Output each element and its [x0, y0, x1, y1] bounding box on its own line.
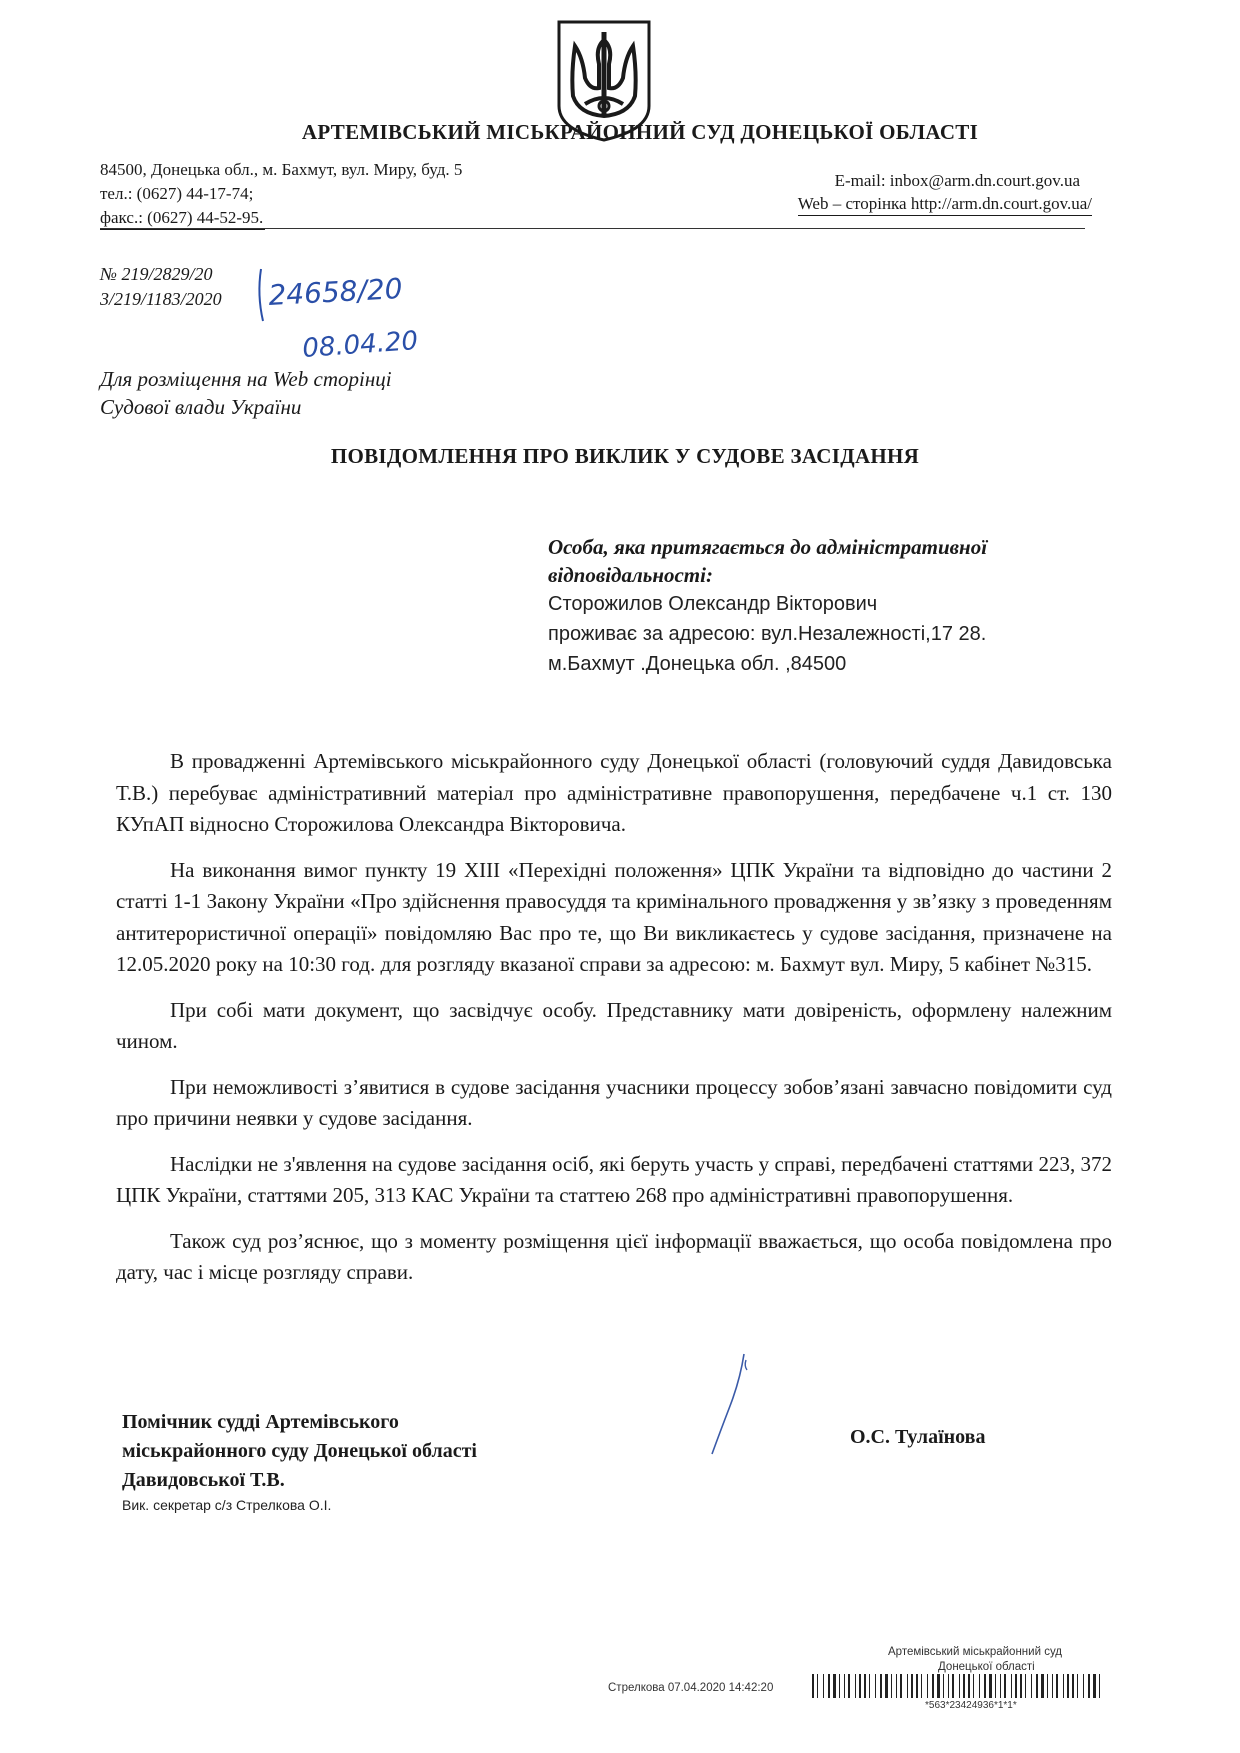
barcode-bar: [1083, 1674, 1084, 1698]
body-paragraph: На виконання вимог пункту 19 XIII «Перехідні положення» ЦПК України та відповідно до частини 2 статті 1-1 Закону України «Про здійснення правосуддя та кримінального провадження у зв’язку з проведенням антитерористичної операції» повідомляю Вас про те, що Ви викликаєтесь у судове засідання, призначене на 12.05.2020 року на 10:30 год. для розгляду вказаної справи за адресою: м. Бахмут вул. Миру, 5 кабінет №315.: [116, 857, 1112, 976]
barcode-bar: [812, 1674, 814, 1698]
court-fax: факс.: (0627) 44-52-95.: [100, 207, 265, 230]
barcode-bar: [1099, 1674, 1100, 1698]
barcode-bar: [1056, 1674, 1058, 1698]
addressee-heading-line2: відповідальності:: [548, 563, 713, 587]
barcode-bar: [1052, 1674, 1053, 1698]
barcode-bar: [989, 1674, 992, 1698]
signatory-title-line3: Давидовської Т.В.: [122, 1469, 285, 1491]
barcode-bar: [932, 1674, 934, 1698]
barcode-bar: [900, 1674, 902, 1698]
notice-body: [116, 746, 1112, 1303]
court-email: E-mail: inbox@arm.dn.court.gov.ua: [834, 171, 1080, 190]
barcode-bar: [1077, 1674, 1078, 1698]
header-divider: [100, 228, 1085, 229]
barcode-bar: [848, 1674, 850, 1698]
barcode-bar: [959, 1674, 960, 1698]
barcode-bar: [1025, 1674, 1026, 1698]
secretary-note: Вик. секретар с/з Стрелкова О.І.: [122, 1497, 332, 1513]
signer-name: О.С. Тулаїнова: [850, 1426, 986, 1448]
barcode-bar: [911, 1674, 913, 1698]
barcode-bar: [855, 1674, 856, 1698]
stamp-registrar-time: Стрелкова 07.04.2020 14:42:20: [608, 1682, 774, 1694]
barcode-bar: [979, 1674, 980, 1698]
case-number: № 219/2829/20: [100, 264, 213, 284]
barcode-bar: [880, 1674, 882, 1698]
placement-note-line1: Для розміщення на Web сторінці: [100, 367, 392, 391]
barcode-bar: [833, 1674, 836, 1698]
barcode-bar: [859, 1674, 861, 1698]
court-website: Web – сторінка http://arm.dn.court.gov.ua/: [798, 193, 1092, 216]
addressee-address-line1: проживає за адресою: вул.Незалежності,17 28.: [548, 623, 987, 645]
barcode-bar: [916, 1674, 918, 1698]
barcode-bar: [1004, 1674, 1006, 1698]
barcode-bar: [1020, 1674, 1022, 1698]
barcode-bar: [927, 1674, 928, 1698]
barcode-bar: [968, 1674, 970, 1698]
handwritten-signature: [700, 1350, 760, 1460]
barcode-bar: [952, 1674, 954, 1698]
barcode-bar: [864, 1674, 866, 1698]
barcode-bar: [885, 1674, 888, 1698]
body-paragraph: При собі мати документ, що засвідчує особу. Представнику мати довіреність, оформлену належним чином.: [116, 997, 1112, 1053]
barcode-bar: [869, 1674, 870, 1698]
barcode-bar: [828, 1674, 830, 1698]
signatory-title-line2: міськрайонного суду Донецької області: [122, 1440, 477, 1462]
addressee-heading-line1: Особа, яка притягається до адміністративної: [548, 535, 988, 559]
barcode-bar: [891, 1674, 892, 1698]
barcode-bar: [1000, 1674, 1001, 1698]
barcode-bar: [896, 1674, 897, 1698]
barcode-bar: [875, 1674, 876, 1698]
barcode-bar: [907, 1674, 908, 1698]
barcode-bar: [948, 1674, 949, 1698]
barcode-bar: [943, 1674, 944, 1698]
court-phone: тел.: (0627) 44-17-74;: [100, 184, 254, 203]
barcode-bar: [839, 1674, 840, 1698]
document-title: ПОВІДОМЛЕННЯ ПРО ВИКЛИК У СУДОВЕ ЗАСІДАННЯ: [330, 444, 920, 468]
barcode-bar: [1041, 1674, 1044, 1698]
handwritten-registration-note: [255, 265, 435, 375]
body-paragraph: В провадженні Артемівського міськрайонного суду Донецької області (головуючий суддя Давидовська Т.В.) перебуває адміністративний матеріал про адміністративне правопорушення, передбачене ч.1 ст. 130 КУпАП відносно Сторожилова Олександра Вікторовича.: [116, 749, 1112, 836]
handwritten-number: 24658/20: [267, 272, 404, 312]
barcode-bar: [1015, 1674, 1017, 1698]
barcode-bar: [1031, 1674, 1032, 1698]
barcode-bar: [817, 1674, 818, 1698]
signatory-title-line1: Помічник судді Артемівського: [122, 1411, 399, 1433]
barcode-bar: [937, 1674, 940, 1698]
barcode-bar: [1047, 1674, 1048, 1698]
addressee-block: [548, 533, 1068, 679]
addressee-name: Сторожилов Олександр Вікторович: [548, 593, 878, 615]
handwritten-date: 08.04.20: [301, 325, 419, 364]
body-paragraph: Також суд роз’яснює, що з моменту розміщення цієї інформації вважається, що особа повідомлена про дату, час і місце розгляду справи.: [116, 1228, 1112, 1284]
stamp-court-line1: Артемівський міськрайонний суд: [888, 1646, 1063, 1658]
barcode-bar: [1063, 1674, 1064, 1698]
barcode-bar: [844, 1674, 845, 1698]
barcode-code: *563*23424936*1*1*: [925, 1700, 1017, 1711]
addressee-address-line2: м.Бахмут .Донецька обл. ,84500: [548, 653, 847, 675]
court-address: 84500, Донецька обл., м. Бахмут, вул. Миру, буд. 5: [100, 160, 463, 179]
barcode-bar: [1011, 1674, 1012, 1698]
barcode-bar: [973, 1674, 974, 1698]
barcode-bar: [1067, 1674, 1069, 1698]
body-paragraph: При неможливості з’явитися в судове засідання учасники процессу зобов’язані завчасно повідомити суд про причини неявки у судове засідання.: [116, 1074, 1112, 1130]
barcode-bar: [1072, 1674, 1074, 1698]
barcode-bar: [963, 1674, 965, 1698]
placement-note-line2: Судової влади України: [100, 395, 302, 419]
stamp-court-line2: Донецької області: [938, 1661, 1035, 1673]
body-paragraph: Наслідки не з'явлення на судове засідання осіб, які беруть участь у справі, передбачені статтями 223, 372 ЦПК України, статтями 205, 313 КАС України та статтею 268 про адміністративні правопорушення.: [116, 1151, 1112, 1207]
barcode-bar: [823, 1674, 824, 1698]
barcode-bar: [921, 1674, 922, 1698]
proceeding-number: 3/219/1183/2020: [100, 289, 222, 309]
barcode-bar: [1088, 1674, 1090, 1698]
barcode-bar: [1036, 1674, 1038, 1698]
barcode-bar: [995, 1674, 996, 1698]
court-name: АРТЕМІВСЬКИЙ МІСЬКРАЙОННИЙ СУД ДОНЕЦЬКОЇ ОБЛАСТІ: [301, 120, 979, 144]
barcode-bar: [984, 1674, 986, 1698]
barcode-bar: [1093, 1674, 1096, 1698]
